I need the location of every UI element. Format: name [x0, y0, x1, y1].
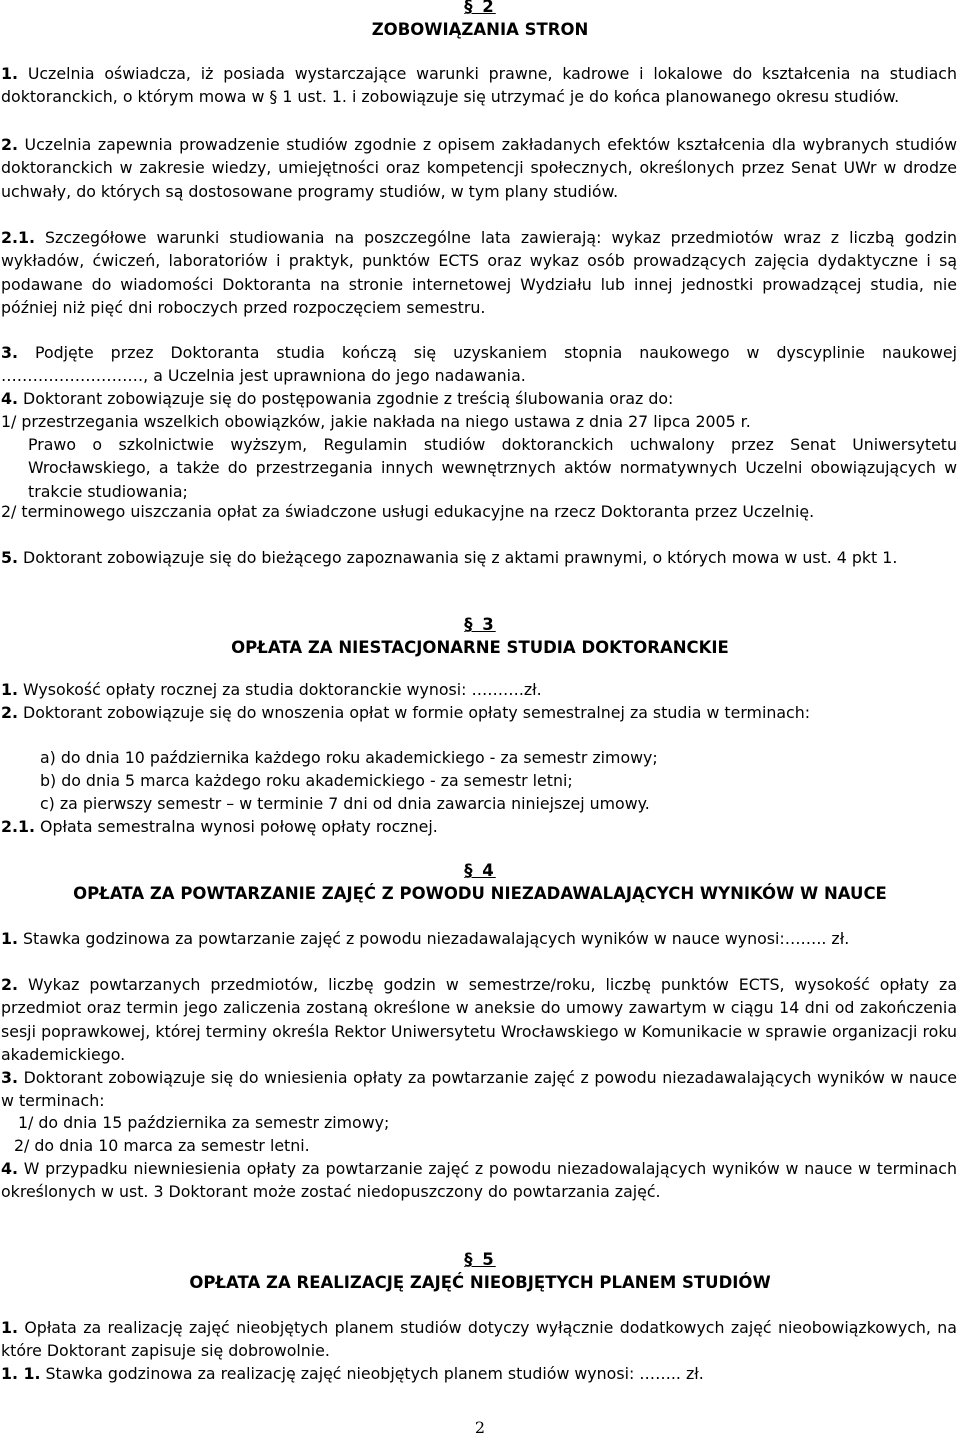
s4-paragraph-3: 3. Doktorant zobowiązuje się do wniesienia opłaty za powtarzanie zajęć z powodu niezadawalających wyników w nauce w terminach: [1, 1068, 957, 1111]
s3-paragraph-1: 1. Wysokość opłaty rocznej za studia doktoranckie wynosi: ……….zł. [1, 680, 542, 699]
section-3-title: OPŁATA ZA NIESTACJONARNE STUDIA DOKTORANCKIE [231, 638, 729, 657]
s4-paragraph-1: 1. Stawka godzinowa za powtarzanie zajęć z powodu niezadawalających wyników w nauce wynosi:…….. zł. [1, 929, 850, 948]
section-5-title: OPŁATA ZA REALIZACJĘ ZAJĘĆ NIEOBJĘTYCH PLANEM STUDIÓW [189, 1273, 771, 1292]
s4-paragraph-2: 2. Wykaz powtarzanych przedmiotów, liczbę godzin w semestrze/roku, liczbę punktów ECTS, wysokość opłaty za przedmiot oraz termin jego zaliczenia zostaną określone w aneksie do umowy zawartym w ciągu 14 dni od zakończenia sesji poprawkowej, której terminy określa Rektor Uniwersytetu Wrocławskiego w Komunikacie w sprawie organizacji roku akademickiego. [1, 975, 957, 1065]
section-5-number: § 5 [464, 1250, 496, 1269]
section-4-number: § 4 [464, 861, 496, 880]
s5-paragraph-1-1: 1. 1. Stawka godzinowa za realizację zajęć nieobjętych planem studiów wynosi: …….. zł. [1, 1364, 704, 1383]
section-2-number: § 2 [464, 0, 496, 16]
s3-paragraph-2-1: 2.1. Opłata semestralna wynosi połowę opłaty rocznej. [1, 817, 438, 836]
s2-paragraph-3: 3. Podjęte przez Doktoranta studia kończą się uzyskaniem stopnia naukowego w dyscyplinie naukowej ………………………, a Uczelnia jest uprawniona do jego nadawania. [1, 343, 957, 386]
s4-term-1: 1/ do dnia 15 października za semestr zimowy; [18, 1113, 390, 1132]
section-2-title: ZOBOWIĄZANIA STRON [371, 20, 589, 39]
s3-term-a: a) do dnia 10 października każdego roku akademickiego - za semestr zimowy; [40, 748, 658, 767]
s2-paragraph-1: 1. Uczelnia oświadcza, iż posiada wystarczające warunki prawne, kadrowe i lokalowe do kształcenia na studiach doktoranckich, o którym mowa w § 1 ust. 1. i zobowiązuje się utrzymać je do końca planowanego okresu studiów. [1, 64, 957, 107]
s4-term-2: 2/ do dnia 10 marca za semestr letni. [14, 1136, 310, 1155]
s2-paragraph-4-point-2: 2/ terminowego uiszczania opłat za świadczone usługi edukacyjne na rzecz Doktoranta przez Uczelnię. [1, 502, 815, 521]
s2-paragraph-2-1: 2.1. Szczegółowe warunki studiowania na poszczególne lata zawierają: wykaz przedmiotów wraz z liczbą godzin wykładów, ćwiczeń, laboratoriów i praktyk, punktów ECTS oraz wykaz osób prowadzących zajęcia dydaktyczne i są podawane do wiadomości Doktoranta na stronie internetowej Wydziału lub innej jednostki prowadzącej studia, nie później niż pięć dni roboczych przed rozpoczęciem semestru. [1, 228, 957, 318]
s2-paragraph-5: 5. Doktorant zobowiązuje się do bieżącego zapoznawania się z aktami prawnymi, o których mowa w ust. 4 pkt 1. [1, 548, 898, 567]
s2-paragraph-4-point-1-continued: Prawo o szkolnictwie wyższym, Regulamin studiów doktoranckich uchwalony przez Senat Uniwersytetu Wrocławskiego, a także do przestrzegania innych wewnętrznych aktów normatywnych Uczelni obowiązujących w trakcie studiowania; [28, 435, 957, 501]
s3-paragraph-2: 2. Doktorant zobowiązuje się do wnoszenia opłat w formie opłaty semestralnej za studia w terminach: [1, 703, 811, 722]
s5-paragraph-1: 1. Opłata za realizację zajęć nieobjętych planem studiów dotyczy wyłącznie dodatkowych zajęć nieobowiązkowych, na które Doktorant zapisuje się dobrowolnie. [1, 1318, 957, 1361]
s3-term-b: b) do dnia 5 marca każdego roku akademickiego - za semestr letni; [40, 771, 573, 790]
s2-paragraph-4: 4. Doktorant zobowiązuje się do postępowania zgodnie z treścią ślubowania oraz do: [1, 389, 674, 408]
section-4-title: OPŁATA ZA POWTARZANIE ZAJĘĆ Z POWODU NIEZADAWALAJĄCYCH WYNIKÓW W NAUCE [73, 884, 887, 903]
section-3-number: § 3 [464, 615, 496, 634]
s3-term-c: c) za pierwszy semestr – w terminie 7 dni od dnia zawarcia niniejszej umowy. [40, 794, 650, 813]
s2-paragraph-4-point-1: 1/ przestrzegania wszelkich obowiązków, jakie nakłada na niego ustawa z dnia 27 lipca 2005 r. [1, 412, 751, 431]
page-number: 2 [474, 1418, 486, 1437]
s2-paragraph-2: 2. Uczelnia zapewnia prowadzenie studiów zgodnie z opisem zakładanych efektów kształcenia dla wybranych studiów doktoranckich w zakresie wiedzy, umiejętności oraz kompetencji społecznych, określonych przez Senat UWr w drodze uchwały, do których są dostosowane programy studiów, w tym plany studiów. [1, 135, 957, 201]
s4-paragraph-4: 4. W przypadku niewniesienia opłaty za powtarzanie zajęć z powodu niezadowalających wyników w nauce w terminach określonych w ust. 3 Doktorant może zostać niedopuszczony do powtarzania zajęć. [1, 1159, 957, 1202]
